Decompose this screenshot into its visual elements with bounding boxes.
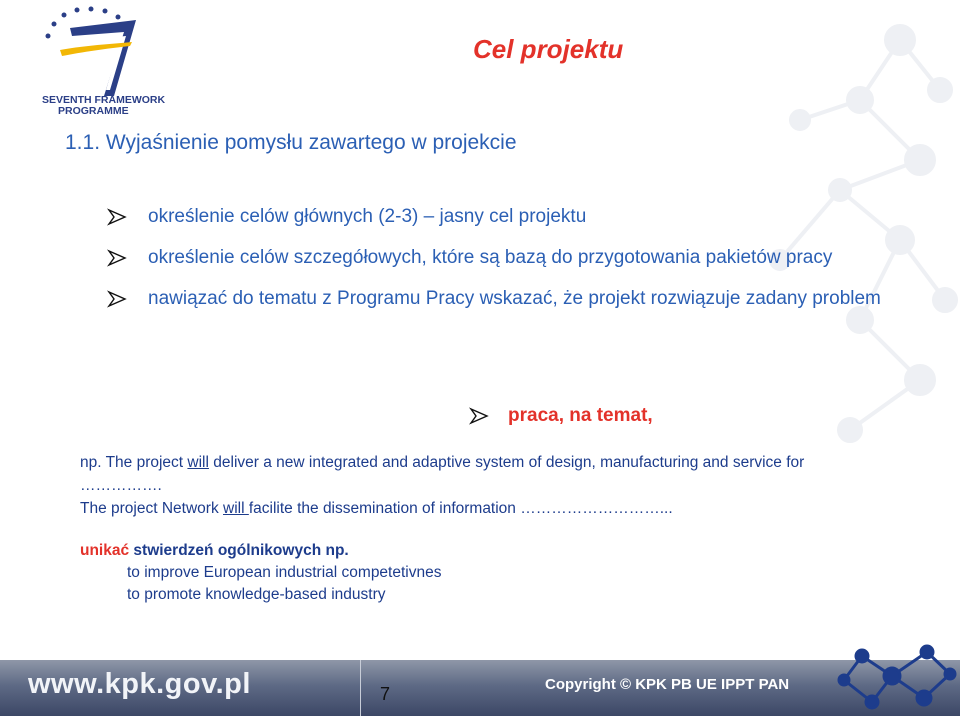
slide-title: Cel projektu bbox=[473, 34, 624, 64]
section-heading: 1.1. Wyjaśnienie pomysłu zawartego w projekcie bbox=[65, 131, 517, 154]
footer-copyright: Copyright © KPK PB UE IPPT PAN bbox=[545, 676, 790, 693]
logo-line2: PROGRAMME bbox=[58, 105, 129, 117]
example-underlined: will bbox=[187, 454, 209, 471]
bullet-work-programme bbox=[108, 282, 928, 316]
arrow-bullet-icon bbox=[108, 250, 126, 266]
example-text: deliver a new integrated and adaptive system of design, manufacturing and service for ……………. bbox=[80, 454, 805, 494]
footer-url-link[interactable]: www.kpk.gov.pl bbox=[28, 668, 251, 700]
bullet-detailed-goals bbox=[108, 241, 928, 275]
page-number: 7 bbox=[380, 684, 391, 704]
arrow-bullet-icon bbox=[108, 291, 126, 307]
example-text: The project Network bbox=[80, 500, 223, 517]
example-line-2 bbox=[80, 497, 880, 520]
footer bbox=[0, 660, 960, 716]
avoid-block bbox=[80, 540, 441, 606]
sub-bullet-text: praca, na temat, bbox=[508, 405, 653, 426]
arrow-bullet-icon bbox=[470, 408, 488, 424]
footer-divider bbox=[360, 660, 361, 716]
bullet-list bbox=[108, 200, 928, 316]
arrow-bullet-icon bbox=[108, 209, 126, 225]
example-line-1 bbox=[80, 451, 880, 497]
avoid-title-rest: stwierdzeń ogólnikowych np. bbox=[129, 542, 349, 559]
example-block bbox=[80, 451, 880, 520]
avoid-item: to promote knowledge-based industry bbox=[127, 586, 386, 603]
bullet-text: określenie celów szczegółowych, które są bazą do przygotowania pakietów pracy bbox=[148, 247, 833, 268]
fp7-logo bbox=[40, 6, 166, 117]
kpk-network-logo bbox=[832, 638, 960, 716]
bullet-text: nawiązać do tematu z Programu Pracy wskazać, że projekt rozwiązuje zadany problem bbox=[148, 288, 881, 309]
avoid-item: to improve European industrial competetivnes bbox=[127, 564, 442, 581]
example-text: facilite the dissemination of information ………………………... bbox=[248, 500, 673, 517]
avoid-title bbox=[80, 540, 441, 562]
sub-bullet-on-topic bbox=[470, 399, 653, 433]
bullet-main-goals bbox=[108, 200, 928, 234]
bullet-text: określenie celów głównych (2-3) – jasny cel projektu bbox=[148, 206, 587, 227]
example-text: np. The project bbox=[80, 454, 188, 471]
avoid-title-red: unikać bbox=[80, 542, 130, 559]
logo-line1: SEVENTH FRAMEWORK bbox=[42, 94, 166, 106]
example-underlined: will bbox=[223, 500, 249, 517]
